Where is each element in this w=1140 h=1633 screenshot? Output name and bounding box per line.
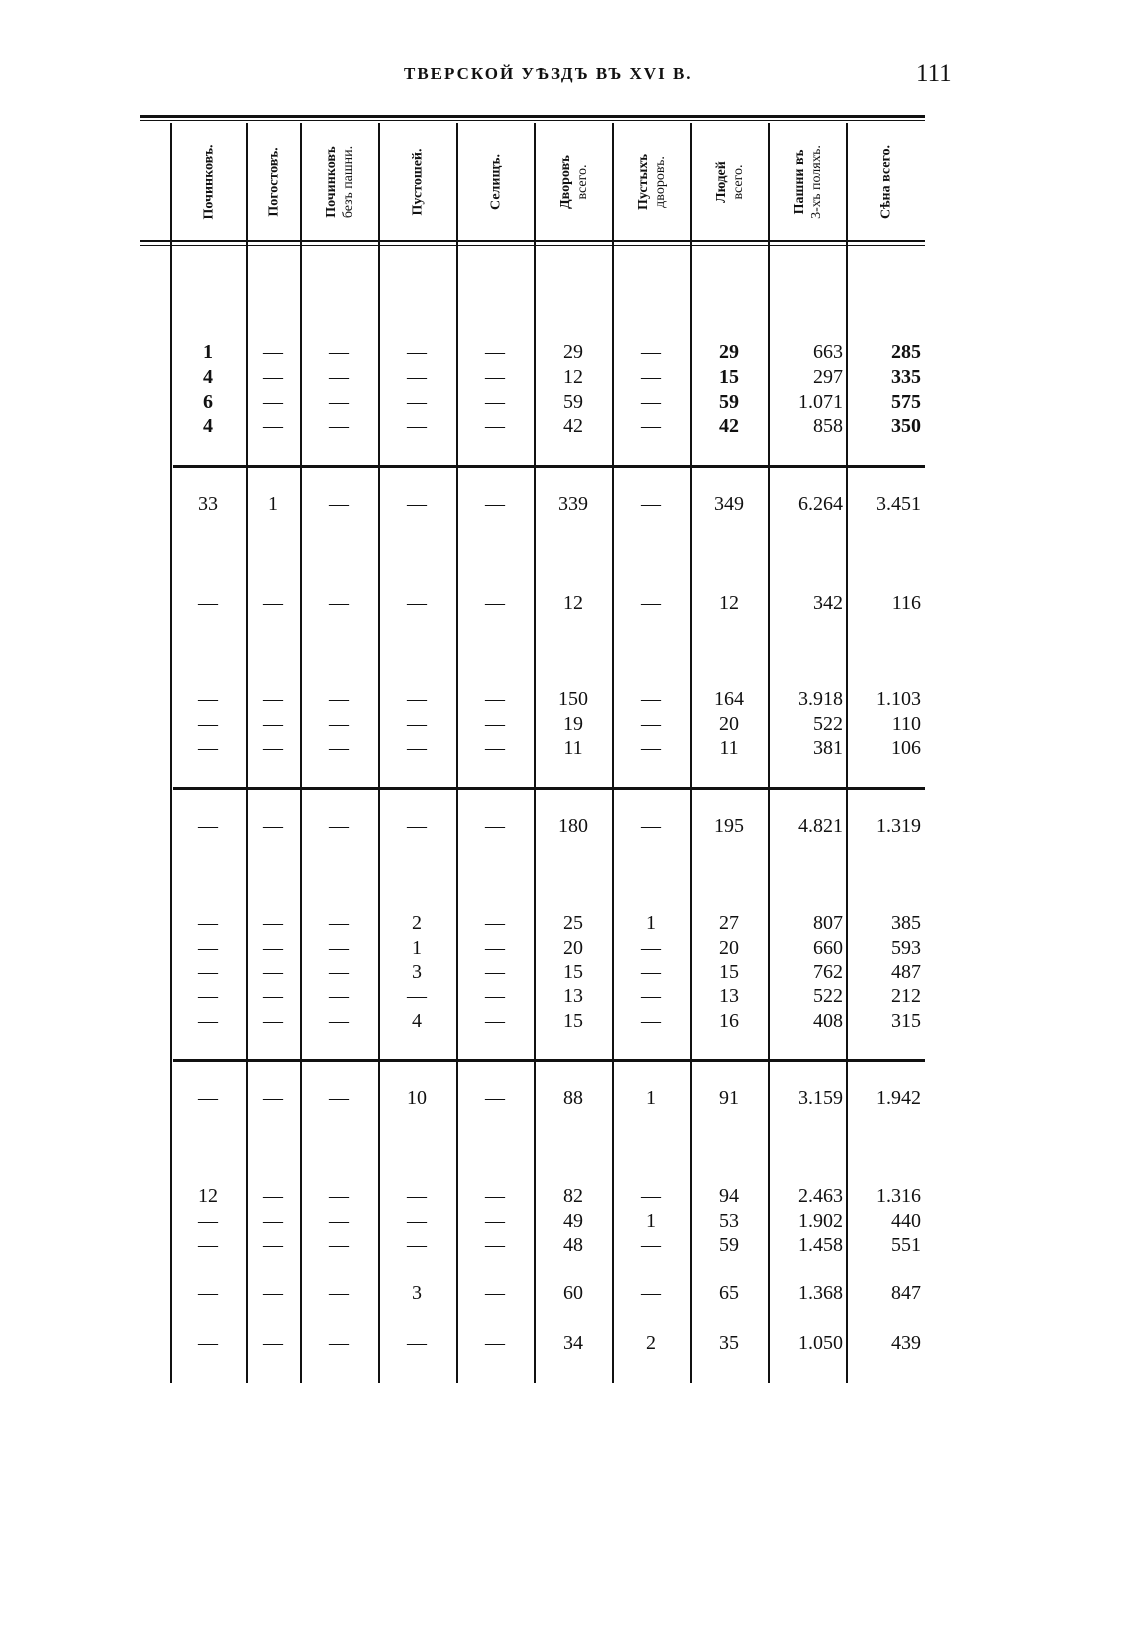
table-cell-pustye_dvory: — <box>641 1234 661 1256</box>
table-cell-selishcha: — <box>485 1087 505 1109</box>
column-header-label: Погостовъ. <box>266 147 282 217</box>
table-cell-pustoshi: — <box>407 985 427 1007</box>
column-header-label: безъ пашни. <box>341 145 356 219</box>
table-cell-seno: 3.451 <box>876 493 921 515</box>
table-cell-pustoshi: — <box>407 1234 427 1256</box>
page-number: 111 <box>916 60 952 87</box>
table-cell-pustye_dvory: — <box>641 366 661 388</box>
table-cell-dvory: 11 <box>563 737 583 759</box>
table-cell-selishcha: — <box>485 1210 505 1232</box>
table-top-rule <box>140 115 925 118</box>
table-cell-pochinki_bez_pashni: — <box>329 341 349 363</box>
table-cell-selishcha: — <box>485 341 505 363</box>
table-cell-lyudi: 20 <box>719 937 739 959</box>
table-cell-pochinki_bez_pashni: — <box>329 688 349 710</box>
table-cell-dvory: 15 <box>563 1010 583 1032</box>
table-cell-pashnya: 3.159 <box>798 1087 843 1109</box>
table-cell-pochinki_bez_pashni: — <box>329 1210 349 1232</box>
table-cell-pustoshi: — <box>407 737 427 759</box>
table-cell-selishcha: — <box>485 1185 505 1207</box>
table-cell-pustoshi: — <box>407 391 427 413</box>
table-cell-pustye_dvory: — <box>641 415 661 437</box>
table-cell-seno: 440 <box>891 1210 921 1232</box>
header-bottom-rule-thin <box>140 245 925 246</box>
table-cell-dvory: 19 <box>563 713 583 735</box>
table-cell-pochinki_bez_pashni: — <box>329 1282 349 1304</box>
table-cell-pustoshi: 1 <box>412 937 422 959</box>
table-cell-pochinki_bez_pashni: — <box>329 391 349 413</box>
table-cell-pochinki_bez_pashni: — <box>329 985 349 1007</box>
table-cell-pogosty: — <box>263 1282 283 1304</box>
table-cell-dvory: 48 <box>563 1234 583 1256</box>
table-cell-pogosty: — <box>263 1185 283 1207</box>
table-cell-pashnya: 522 <box>813 713 843 735</box>
table-cell-seno: 335 <box>891 366 921 388</box>
column-header-selishcha <box>457 123 535 241</box>
table-cell-lyudi: 164 <box>714 688 744 710</box>
table-cell-pogosty: — <box>263 1234 283 1256</box>
column-header-label: Людей <box>714 161 729 203</box>
column-header-label: Сѣна всего. <box>878 145 894 219</box>
table-cell-pogosty: — <box>263 815 283 837</box>
column-header-dvory <box>535 123 613 241</box>
table-top-rule-thin <box>140 120 925 121</box>
column-header-label: всего. <box>731 164 746 200</box>
table-cell-pustoshi: — <box>407 592 427 614</box>
table-cell-pochinki: — <box>198 1087 218 1109</box>
table-cell-pochinki_bez_pashni: — <box>329 415 349 437</box>
column-header-pogosty <box>247 123 301 241</box>
table-cell-selishcha: — <box>485 391 505 413</box>
table-cell-pashnya: 6.264 <box>798 493 843 515</box>
table-cell-dvory: 29 <box>563 341 583 363</box>
table-cell-seno: 1.319 <box>876 815 921 837</box>
table-cell-selishcha: — <box>485 1234 505 1256</box>
table-cell-pogosty: — <box>263 912 283 934</box>
group-rule <box>173 1059 925 1062</box>
table-cell-pustoshi: — <box>407 1332 427 1354</box>
table-cell-pustye_dvory: — <box>641 961 661 983</box>
table-cell-pustye_dvory: — <box>641 737 661 759</box>
table-cell-pochinki: 33 <box>198 493 218 515</box>
table-cell-seno: 285 <box>891 341 921 363</box>
column-header-label: Пустыхъ <box>636 153 651 211</box>
table-cell-selishcha: — <box>485 737 505 759</box>
table-cell-seno: 315 <box>891 1010 921 1032</box>
table-cell-pochinki_bez_pashni: — <box>329 1234 349 1256</box>
table-cell-pustye_dvory: — <box>641 1282 661 1304</box>
column-divider <box>690 123 692 1383</box>
table-cell-pochinki_bez_pashni: — <box>329 713 349 735</box>
table-cell-seno: 487 <box>891 961 921 983</box>
table-cell-pustye_dvory: — <box>641 1185 661 1207</box>
column-divider <box>378 123 380 1383</box>
table-cell-pochinki_bez_pashni: — <box>329 737 349 759</box>
group-rule <box>173 465 925 468</box>
table-cell-pashnya: 408 <box>813 1010 843 1032</box>
table-cell-pashnya: 1.050 <box>798 1332 843 1354</box>
table-cell-pogosty: — <box>263 937 283 959</box>
table-cell-pochinki: — <box>198 737 218 759</box>
table-cell-pashnya: 762 <box>813 961 843 983</box>
table-cell-dvory: 88 <box>563 1087 583 1109</box>
column-header-pochinki <box>171 123 247 241</box>
table-cell-pashnya: 1.368 <box>798 1282 843 1304</box>
table-cell-dvory: 59 <box>563 391 583 413</box>
column-header-seno <box>847 123 925 241</box>
table-cell-pustye_dvory: 1 <box>646 1087 656 1109</box>
table-cell-pashnya: 807 <box>813 912 843 934</box>
column-header-label: всего. <box>575 164 590 200</box>
table-cell-pochinki: — <box>198 1210 218 1232</box>
table-cell-pochinki_bez_pashni: — <box>329 1185 349 1207</box>
table-cell-pogosty: — <box>263 713 283 735</box>
table-cell-pustye_dvory: — <box>641 341 661 363</box>
table-cell-selishcha: — <box>485 713 505 735</box>
table-cell-pochinki_bez_pashni: — <box>329 937 349 959</box>
column-header-label: Дворовъ <box>558 155 573 209</box>
table-cell-seno: 847 <box>891 1282 921 1304</box>
table-cell-pustoshi: — <box>407 1210 427 1232</box>
table-cell-lyudi: 91 <box>719 1087 739 1109</box>
table-cell-pustye_dvory: — <box>641 1010 661 1032</box>
column-header-label: Селищъ. <box>488 154 504 210</box>
table-cell-pashnya: 381 <box>813 737 843 759</box>
table-cell-pashnya: 522 <box>813 985 843 1007</box>
table-cell-pochinki: 4 <box>203 366 213 388</box>
table-cell-pochinki: — <box>198 961 218 983</box>
table-cell-pochinki_bez_pashni: — <box>329 1332 349 1354</box>
column-divider <box>170 123 172 1383</box>
table-cell-pashnya: 1.071 <box>798 391 843 413</box>
table-cell-pustoshi: — <box>407 366 427 388</box>
running-title: ТВЕРСКОЙ УѢЗДЪ ВЪ XVI В. <box>404 64 693 83</box>
column-divider <box>768 123 770 1383</box>
table-cell-seno: 1.316 <box>876 1185 921 1207</box>
table-cell-selishcha: — <box>485 937 505 959</box>
table-cell-selishcha: — <box>485 912 505 934</box>
table-cell-pustoshi: 2 <box>412 912 422 934</box>
table-cell-pogosty: — <box>263 961 283 983</box>
table-cell-dvory: 20 <box>563 937 583 959</box>
column-header-label: 3-хъ поляхъ. <box>809 145 824 219</box>
column-header-lyudi <box>691 123 769 241</box>
table-cell-pustoshi: 10 <box>407 1087 427 1109</box>
column-divider <box>846 123 848 1383</box>
table-cell-lyudi: 53 <box>719 1210 739 1232</box>
table-cell-dvory: 15 <box>563 961 583 983</box>
column-header-pochinki_bez_pashni <box>301 123 379 241</box>
table-cell-pochinki: — <box>198 815 218 837</box>
table-cell-selishcha: — <box>485 961 505 983</box>
table-cell-pochinki: 12 <box>198 1185 218 1207</box>
table-cell-pochinki_bez_pashni: — <box>329 493 349 515</box>
column-header-pustye_dvory <box>613 123 691 241</box>
table-cell-dvory: 25 <box>563 912 583 934</box>
table-cell-lyudi: 59 <box>719 1234 739 1256</box>
column-header-label: Пашни въ <box>792 149 807 215</box>
column-divider <box>534 123 536 1383</box>
table-cell-dvory: 13 <box>563 985 583 1007</box>
table-cell-pochinki_bez_pashni: — <box>329 912 349 934</box>
table-cell-lyudi: 349 <box>714 493 744 515</box>
table-cell-pogosty: — <box>263 985 283 1007</box>
table-cell-pustye_dvory: 2 <box>646 1332 656 1354</box>
table-cell-pustoshi: — <box>407 815 427 837</box>
table-cell-seno: 593 <box>891 937 921 959</box>
table-cell-pashnya: 3.918 <box>798 688 843 710</box>
table-cell-lyudi: 65 <box>719 1282 739 1304</box>
table-cell-pochinki: — <box>198 912 218 934</box>
column-header-label: Починковъ <box>324 146 339 218</box>
table-cell-pochinki: — <box>198 937 218 959</box>
table-cell-pustye_dvory: 1 <box>646 1210 656 1232</box>
column-divider <box>246 123 248 1383</box>
table-cell-pashnya: 660 <box>813 937 843 959</box>
table-cell-pochinki: — <box>198 713 218 735</box>
table-cell-pogosty: — <box>263 1210 283 1232</box>
table-cell-pustye_dvory: — <box>641 391 661 413</box>
table-cell-lyudi: 16 <box>719 1010 739 1032</box>
column-header-pustoshi <box>379 123 457 241</box>
table-cell-selishcha: — <box>485 688 505 710</box>
table-cell-dvory: 42 <box>563 415 583 437</box>
table-cell-pashnya: 663 <box>813 341 843 363</box>
table-cell-lyudi: 35 <box>719 1332 739 1354</box>
table-cell-pochinki: — <box>198 688 218 710</box>
table-cell-selishcha: — <box>485 592 505 614</box>
table-cell-pashnya: 4.821 <box>798 815 843 837</box>
table-cell-seno: 106 <box>891 737 921 759</box>
running-head <box>0 60 1140 94</box>
table-cell-pustoshi: — <box>407 688 427 710</box>
table-cell-pogosty: — <box>263 341 283 363</box>
table-cell-pustoshi: — <box>407 1185 427 1207</box>
table-cell-selishcha: — <box>485 415 505 437</box>
table-cell-pochinki: — <box>198 1010 218 1032</box>
table-cell-pogosty: — <box>263 688 283 710</box>
table-cell-pochinki_bez_pashni: — <box>329 366 349 388</box>
table-cell-selishcha: — <box>485 1010 505 1032</box>
table-cell-seno: 212 <box>891 985 921 1007</box>
table-cell-pogosty: — <box>263 391 283 413</box>
table-cell-seno: 350 <box>891 415 921 437</box>
table-cell-selishcha: — <box>485 1282 505 1304</box>
table-cell-pochinki_bez_pashni: — <box>329 815 349 837</box>
column-header-pashnya <box>769 123 847 241</box>
table-cell-pustoshi: 3 <box>412 1282 422 1304</box>
table-cell-dvory: 49 <box>563 1210 583 1232</box>
table-cell-lyudi: 27 <box>719 912 739 934</box>
table-cell-pochinki_bez_pashni: — <box>329 961 349 983</box>
table-cell-pochinki: 1 <box>203 341 213 363</box>
table-cell-pochinki: — <box>198 1282 218 1304</box>
table-cell-pochinki: — <box>198 1234 218 1256</box>
table-cell-selishcha: — <box>485 815 505 837</box>
table-cell-pustoshi: — <box>407 713 427 735</box>
table-cell-selishcha: — <box>485 493 505 515</box>
table-cell-pochinki: 6 <box>203 391 213 413</box>
table-cell-pustoshi: — <box>407 493 427 515</box>
column-divider <box>612 123 614 1383</box>
table-cell-pashnya: 297 <box>813 366 843 388</box>
column-header-label: Починковъ. <box>201 144 217 220</box>
table-cell-pustye_dvory: — <box>641 493 661 515</box>
table-cell-pustye_dvory: — <box>641 592 661 614</box>
table-cell-lyudi: 12 <box>719 592 739 614</box>
table-cell-seno: 110 <box>891 713 921 735</box>
group-rule <box>173 787 925 790</box>
table-cell-pogosty: 1 <box>268 493 278 515</box>
header-bottom-rule <box>140 240 925 242</box>
table-cell-pogosty: — <box>263 366 283 388</box>
table-cell-pustye_dvory: — <box>641 713 661 735</box>
table-cell-pashnya: 1.902 <box>798 1210 843 1232</box>
table-cell-pochinki: — <box>198 985 218 1007</box>
table-cell-dvory: 180 <box>558 815 588 837</box>
table-cell-selishcha: — <box>485 366 505 388</box>
table-cell-seno: 1.942 <box>876 1087 921 1109</box>
table-cell-pustye_dvory: — <box>641 688 661 710</box>
table-cell-pochinki: — <box>198 1332 218 1354</box>
table-cell-pochinki: 4 <box>203 415 213 437</box>
table-cell-seno: 551 <box>891 1234 921 1256</box>
table-cell-lyudi: 11 <box>719 737 739 759</box>
table-cell-lyudi: 94 <box>719 1185 739 1207</box>
table-cell-pustye_dvory: 1 <box>646 912 656 934</box>
table-cell-pochinki_bez_pashni: — <box>329 1087 349 1109</box>
table-cell-dvory: 150 <box>558 688 588 710</box>
table-cell-seno: 575 <box>891 391 921 413</box>
table-cell-pochinki: — <box>198 592 218 614</box>
column-header-label: Пустошей. <box>410 148 426 216</box>
table-cell-dvory: 60 <box>563 1282 583 1304</box>
table-cell-lyudi: 29 <box>719 341 739 363</box>
table-cell-pustye_dvory: — <box>641 985 661 1007</box>
table-cell-seno: 385 <box>891 912 921 934</box>
table-cell-pustoshi: 4 <box>412 1010 422 1032</box>
column-divider <box>300 123 302 1383</box>
table-cell-pustoshi: 3 <box>412 961 422 983</box>
table-cell-lyudi: 20 <box>719 713 739 735</box>
table-cell-pashnya: 858 <box>813 415 843 437</box>
table-cell-dvory: 82 <box>563 1185 583 1207</box>
table-cell-pochinki_bez_pashni: — <box>329 592 349 614</box>
table-cell-pogosty: — <box>263 1087 283 1109</box>
table-cell-selishcha: — <box>485 1332 505 1354</box>
table-cell-lyudi: 15 <box>719 961 739 983</box>
table-cell-dvory: 12 <box>563 366 583 388</box>
table-cell-pogosty: — <box>263 415 283 437</box>
table-cell-seno: 439 <box>891 1332 921 1354</box>
table-cell-pustye_dvory: — <box>641 937 661 959</box>
table-cell-lyudi: 195 <box>714 815 744 837</box>
table-cell-dvory: 339 <box>558 493 588 515</box>
table-cell-lyudi: 13 <box>719 985 739 1007</box>
table-cell-pashnya: 2.463 <box>798 1185 843 1207</box>
table-cell-pogosty: — <box>263 1332 283 1354</box>
column-header-label: дворовъ. <box>653 156 668 208</box>
table-cell-dvory: 34 <box>563 1332 583 1354</box>
table-cell-lyudi: 15 <box>719 366 739 388</box>
table-cell-dvory: 12 <box>563 592 583 614</box>
table-cell-lyudi: 42 <box>719 415 739 437</box>
table-cell-selishcha: — <box>485 985 505 1007</box>
table-cell-pogosty: — <box>263 737 283 759</box>
table-cell-pustoshi: — <box>407 415 427 437</box>
table-cell-seno: 1.103 <box>876 688 921 710</box>
table-cell-pashnya: 1.458 <box>798 1234 843 1256</box>
table-cell-pustye_dvory: — <box>641 815 661 837</box>
table-cell-pustoshi: — <box>407 341 427 363</box>
table-cell-pogosty: — <box>263 1010 283 1032</box>
table-cell-seno: 116 <box>891 592 921 614</box>
table-cell-pashnya: 342 <box>813 592 843 614</box>
table-cell-pogosty: — <box>263 592 283 614</box>
column-divider <box>456 123 458 1383</box>
table-cell-pochinki_bez_pashni: — <box>329 1010 349 1032</box>
table-cell-lyudi: 59 <box>719 391 739 413</box>
